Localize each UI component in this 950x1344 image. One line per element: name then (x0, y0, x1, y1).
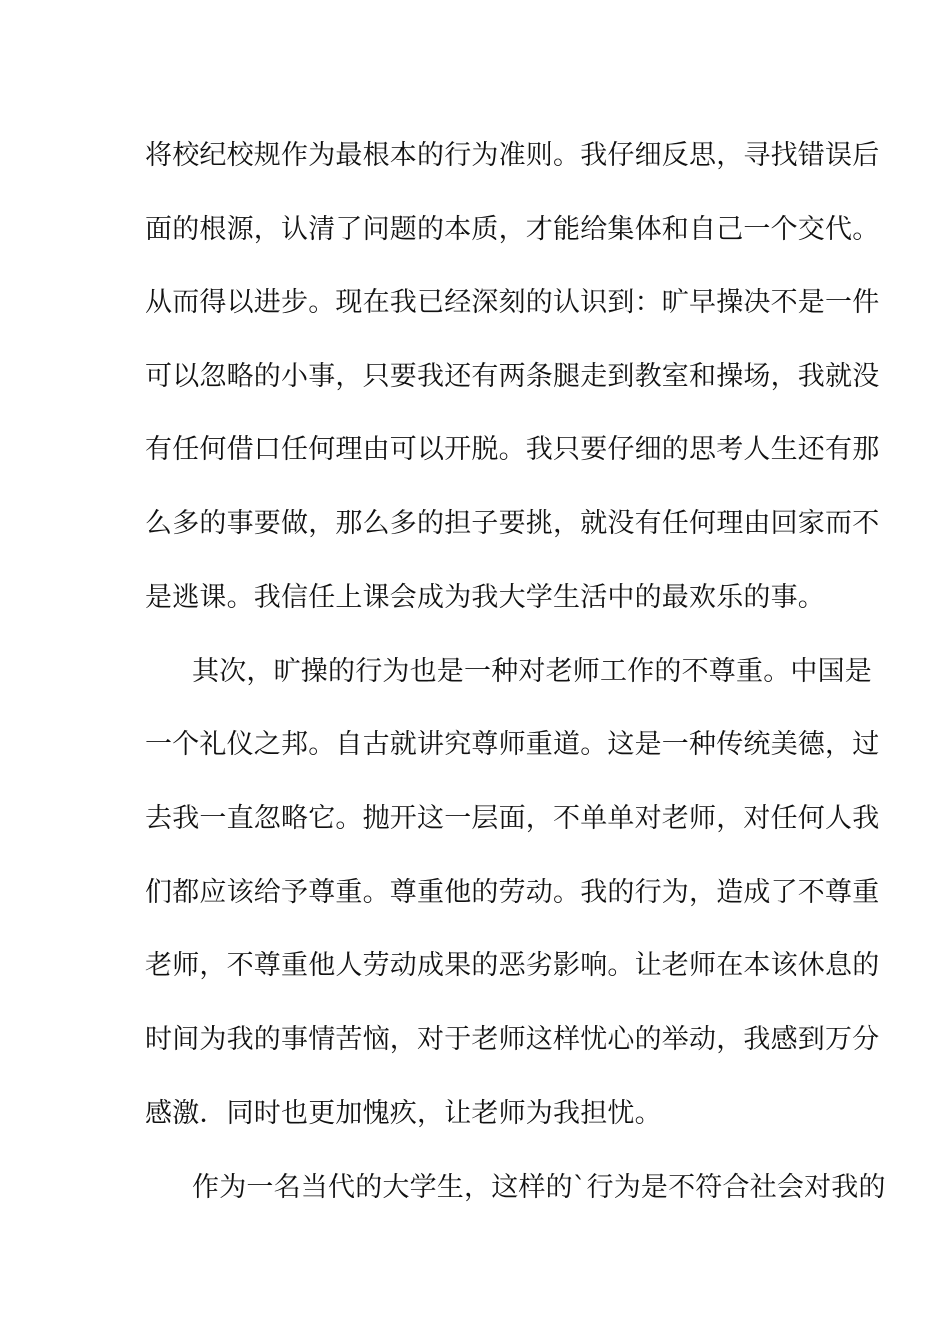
text-line: 有任何借口任何理由可以开脱。我只要仔细的思考人生还有那 (145, 434, 880, 465)
text-line: 将校纪校规作为最根本的行为准则。我仔细反思，寻找错误后 (145, 140, 880, 171)
text-line: 时间为我的事情苦恼，对于老师这样忧心的举动，我感到万分 (145, 1024, 880, 1055)
text-line: 去我一直忽略它。抛开这一层面，不单单对老师，对任何人我 (145, 803, 880, 834)
text-line: 老师，不尊重他人劳动成果的恶劣影响。让老师在本该休息的 (145, 950, 880, 981)
text-line: 面的根源，认清了问题的本质，才能给集体和自己一个交代。 (145, 214, 880, 245)
text-line: 是逃课。我信任上课会成为我大学生活中的最欢乐的事。 (145, 582, 825, 613)
paragraph-first-line: 其次，旷操的行为也是一种对老师工作的不尊重。中国是 (192, 656, 872, 687)
text-line: 可以忽略的小事，只要我还有两条腿走到教室和操场，我就没 (145, 361, 880, 392)
text-line: 感激．同时也更加愧疚，让老师为我担忧。 (145, 1098, 662, 1129)
text-line: 们都应该给予尊重。尊重他的劳动。我的行为，造成了不尊重 (145, 877, 880, 908)
text-line: 从而得以进步。现在我已经深刻的认识到：旷早操决不是一件 (145, 287, 880, 318)
text-line: 么多的事要做，那么多的担子要挑，就没有任何理由回家而不 (145, 508, 880, 539)
paragraph-first-line: 作为一名当代的大学生，这样的`行为是不符合社会对我的 (192, 1172, 886, 1203)
text-line: 一个礼仪之邦。自古就讲究尊师重道。这是一种传统美德，过 (145, 729, 880, 760)
